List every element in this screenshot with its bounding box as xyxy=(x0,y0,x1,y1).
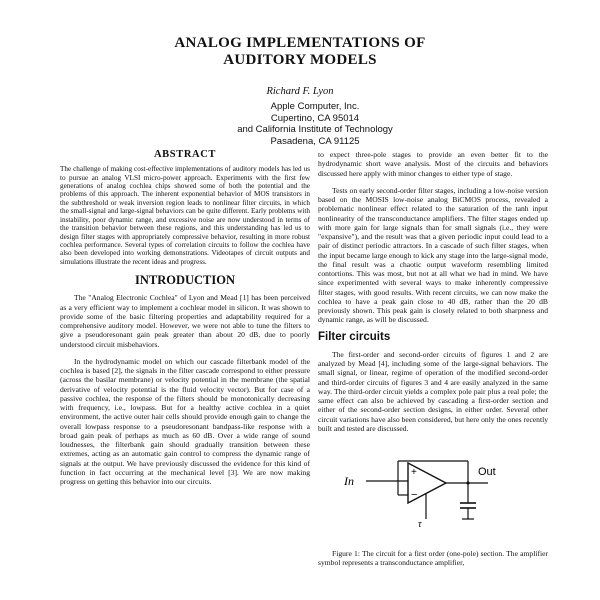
figure-1-circuit xyxy=(318,441,548,541)
right-paragraph-1: to expect three-pole stages to provide an even better fit to the hydrodynamic short wave analysis. Most of the circuits and behaviors discussed here apply with minor changes to either type of stage. xyxy=(318,150,548,178)
amp-plus-sign: + xyxy=(411,467,417,478)
introduction-paragraph-1: The "Analog Electronic Cochlea" of Lyon and Mead [1] has been perceived as a very efficient way to implement a cochlear model in silicon. It was shown to provide some of the basic filtering properties and adaptability required for a comprehensive auditory model. However, we were not able to tune the filters to give a pseudoresonant gain peak greater than about 20 dB, due to poorly understood circuit misbehaviors. xyxy=(60,293,310,349)
filter-circuits-heading: Filter circuits xyxy=(318,330,391,343)
tau-label: τ xyxy=(418,519,422,530)
paper-title xyxy=(100,35,500,69)
figure-1-caption: Figure 1: The circuit for a first order (one-pole) section. The amplifier symbol represents a transconductance amplifier, xyxy=(318,549,548,568)
author-name: Richard F. Lyon xyxy=(266,86,334,97)
abstract-heading: ABSTRACT xyxy=(154,149,216,160)
output-label: Out xyxy=(478,466,496,478)
affiliation-line-3: and California Institute of Technology xyxy=(237,124,393,135)
affiliation-line-1: Apple Computer, Inc. xyxy=(270,101,360,112)
affiliation-line-4: Pasadena, CA 91125 xyxy=(270,135,360,147)
right-column xyxy=(318,150,548,576)
introduction-heading: INTRODUCTION xyxy=(134,273,235,288)
input-label: In xyxy=(344,474,354,488)
affiliation xyxy=(180,101,450,147)
left-column xyxy=(60,150,310,494)
right-paragraph-2: Tests on early second-order filter stages, including a low-noise version based on the MOSIS low-noise analog BiCMOS process, revealed a problematic nonlinear effect related to the saturation of the tanh input nonlinearity of the transconductance amplifiers. The filter stages ended up with more gain for large signals than for small signals (i.e., they were "expansive"), and the result was that a given periodic input could lead to a pair of distinct periodic attractors. In a cascade of such filter stages, when the input became large enough to kick any stage into the large-signal mode, the final result was a chaotic output waveform resembling limited contortions. This was most, but not at all what we had in mind. We have since experimented with several ways to make inherently compressive filter stages, with good results. With recent circuits, we can now make the cochlea to have a peak gain close to 40 dB, rather than the 20 dB previously shown. This peak gain is closely related to both sharpness and dynamic range, as will be discussed. xyxy=(318,185,548,325)
abstract-body xyxy=(60,165,310,266)
introduction-paragraph-2: In the hydrodynamic model on which our cascade filterbank model of the cochlea is based [2], the signals in the filter cascade correspond to either pressure (across the basilar membrane) or velocity potential in the membrane (the spatial derivative of velocity potential is the fluid velocity vector). But for case of a passive cochlea, the response of the filters should be monotonically decreasing with frequency, i.e., lowpass. But for a healthy active cochlea in a quiet environment, the active outer hair cells should provide enough gain to change the overall lowpass response to a pseudoresonant bandpass-like response with a broad gain peak of perhaps as much as 60 dB. Over a wide range of sound loudnesses, the filterbank gain should gradually transition between these extremes, acting as an automatic gain control to compress the dynamic range of signals at the output. We have previously discussed the evidence for this kind of function in fact occurring at the mechanical level [3]. We are now making progress on getting this behavior into our circuits. xyxy=(60,356,310,487)
title-line-2: AUDITORY MODELS xyxy=(223,52,377,68)
abstract-text: The challenge of making cost-effective implementations of auditory models has led us to pursue an analog VLSI micro-power approach. Experiments with the first few generations of analog cochlea chips showed some of both the potential and the problems of this approach. The inherent exponential behavior of MOS transistors in the subthreshold or weak inversion region leads to nonlinear filter circuits, in which the small-signal and large-signal behaviors can be quite different. Early problems with instability, poor dynamic range, and excessive noise are now understood in terms of the transition behavior between these regions, and this understanding has led us to design filter stages with appropriately compressive behavior, resulting in more robust cochlea performance. Several types of correlation circuits to follow the cochlea have also been developed into working demonstrations. Videotapes of circuit outputs and simulations illustrate the recent ideas and progress. xyxy=(60,165,310,266)
filter-circuits-paragraph-1: The first-order and second-order circuits of figures 1 and 2 are analyzed by Mead [4], including some of the large-signal behaviors. The small signal, or linear, regime of operation of the modified second-order and third-order circuits of figures 3 and 4 are easily analyzed in the same way. The third-order circuit yields a complex pole pair plus a real pole; the same effect can also be achieved by cascading a first-order section and either of the second-order section designs, in either order. Several other circuit variations have also been considered, but here only the ones recently built and tested are discussed. xyxy=(318,349,548,433)
title-line-1: ANALOG IMPLEMENTATIONS OF xyxy=(174,35,426,51)
first-order-circuit-diagram xyxy=(338,441,518,541)
affiliation-line-2: Cupertino, CA 95014 xyxy=(270,112,360,124)
amp-minus-sign: − xyxy=(411,489,418,501)
